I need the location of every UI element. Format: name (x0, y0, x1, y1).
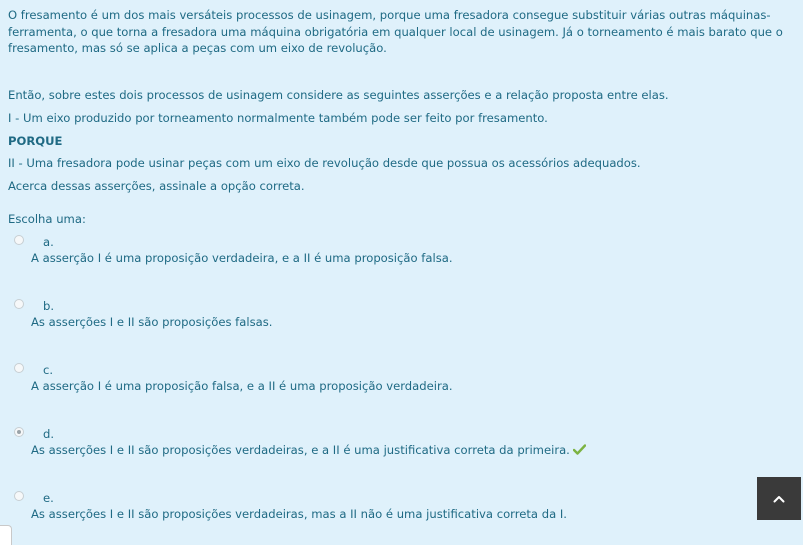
radio-a[interactable] (14, 235, 24, 245)
scroll-top-button[interactable] (757, 477, 801, 520)
radio-b[interactable] (14, 299, 24, 309)
option-letter: c. (43, 363, 54, 377)
option-letter: a. (43, 235, 54, 249)
option-text-wrapper (31, 442, 586, 458)
corner-tab[interactable] (0, 525, 12, 545)
option-text: As asserções I e II são proposições falsas. (31, 315, 273, 329)
question-intro: O fresamento é um dos mais versáteis processos de usinagem, porque uma fresadora consegue substituir várias outras máquinas-ferramenta, o que torna a fresadora uma máquina obrigatória em qualquer local de usinagem. Já o torneamento é mais barato que o fresamento, mas só se aplica a peças com um eixo de revolução. (8, 8, 783, 55)
option-d[interactable] (10, 426, 710, 466)
question-text (8, 7, 793, 79)
radio-e[interactable] (14, 491, 24, 501)
option-text: A asserção I é uma proposição verdadeira, e a II é uma proposição falsa. (31, 251, 453, 265)
porque-label: PORQUE (8, 134, 63, 148)
option-text: As asserções I e II são proposições verdadeiras, e a II é uma justificativa correta da primeira. (31, 443, 570, 457)
option-a[interactable] (10, 234, 710, 274)
assertion-ii: II - Uma fresadora pode usinar peças com um eixo de revolução desde que possua os acessórios adequados. (8, 156, 641, 170)
choose-prompt: Escolha uma: (8, 212, 86, 226)
option-text: As asserções I e II são proposições verdadeiras, mas a II não é uma justificativa correta da I. (31, 507, 567, 521)
question-then: Então, sobre estes dois processos de usinagem considere as seguintes asserções e a relação proposta entre elas. (8, 88, 669, 102)
option-letter: d. (43, 427, 55, 441)
option-text: A asserção I é uma proposição falsa, e a II é uma proposição verdadeira. (31, 379, 453, 393)
option-e[interactable] (10, 490, 710, 530)
assertion-i: I - Um eixo produzido por torneamento normalmente também pode ser feito por fresamento. (8, 111, 548, 125)
option-b[interactable] (10, 298, 710, 338)
option-letter: e. (43, 491, 54, 505)
chevron-up-icon (773, 495, 785, 503)
question-instruction: Acerca dessas asserções, assinale a opção correta. (8, 179, 305, 193)
check-icon (573, 444, 586, 455)
radio-d[interactable] (14, 427, 24, 437)
option-letter: b. (43, 299, 55, 313)
radio-c[interactable] (14, 363, 24, 373)
option-c[interactable] (10, 362, 710, 402)
